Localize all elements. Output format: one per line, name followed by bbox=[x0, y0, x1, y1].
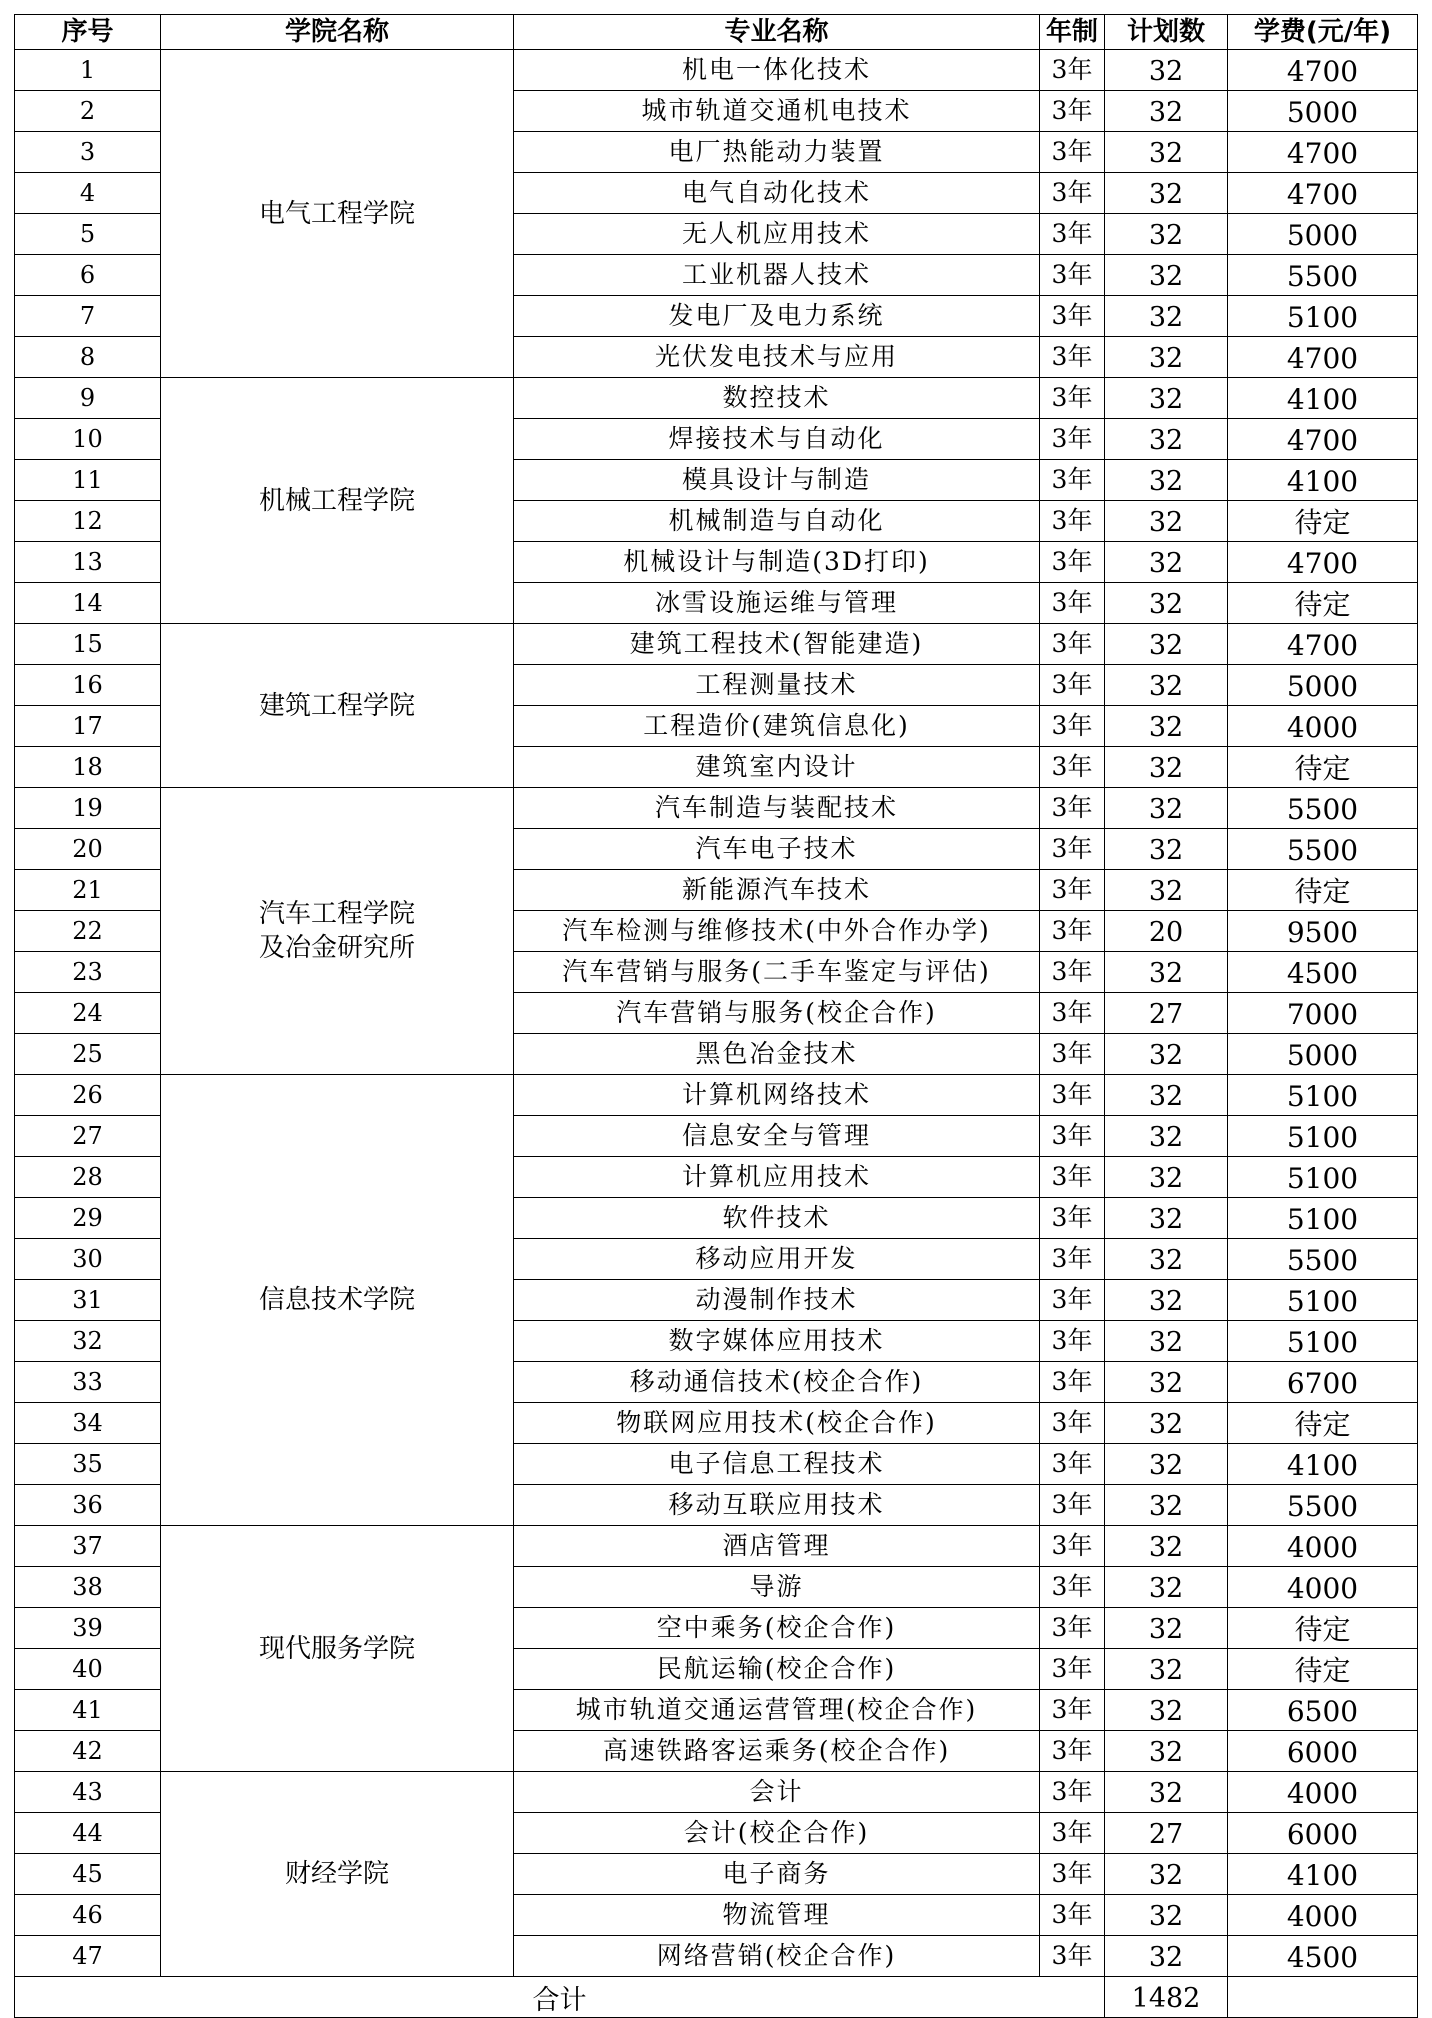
plan-count: 32 bbox=[1105, 1198, 1228, 1239]
row-index: 21 bbox=[15, 870, 161, 911]
major-name: 工业机器人技术 bbox=[514, 255, 1040, 296]
header-college: 学院名称 bbox=[161, 15, 514, 50]
plan-count: 32 bbox=[1105, 378, 1228, 419]
plan-count: 32 bbox=[1105, 870, 1228, 911]
major-name: 信息安全与管理 bbox=[514, 1116, 1040, 1157]
college-name-line: 信息技术学院 bbox=[258, 1285, 415, 1315]
tuition-fee: 5100 bbox=[1228, 1075, 1418, 1116]
table-row bbox=[15, 1772, 1418, 1813]
row-index: 28 bbox=[15, 1157, 161, 1198]
tuition-fee: 4000 bbox=[1228, 1895, 1418, 1936]
tuition-fee: 6700 bbox=[1228, 1362, 1418, 1403]
college-name-line: 及冶金研究所 bbox=[258, 933, 415, 963]
major-name: 工程测量技术 bbox=[514, 665, 1040, 706]
college-name bbox=[161, 788, 514, 1075]
program-years: 3年 bbox=[1040, 870, 1105, 911]
major-name: 计算机网络技术 bbox=[514, 1075, 1040, 1116]
plan-count: 32 bbox=[1105, 1567, 1228, 1608]
program-years: 3年 bbox=[1040, 460, 1105, 501]
plan-count: 32 bbox=[1105, 1936, 1228, 1977]
major-name: 酒店管理 bbox=[514, 1526, 1040, 1567]
plan-count: 32 bbox=[1105, 1157, 1228, 1198]
program-years: 3年 bbox=[1040, 1649, 1105, 1690]
row-index: 8 bbox=[15, 337, 161, 378]
program-years: 3年 bbox=[1040, 1321, 1105, 1362]
tuition-fee: 5000 bbox=[1228, 91, 1418, 132]
program-years: 3年 bbox=[1040, 993, 1105, 1034]
major-name: 高速铁路客运乘务(校企合作) bbox=[514, 1731, 1040, 1772]
tuition-fee: 4700 bbox=[1228, 50, 1418, 91]
plan-count: 32 bbox=[1105, 788, 1228, 829]
major-name: 黑色冶金技术 bbox=[514, 1034, 1040, 1075]
table-row bbox=[15, 1526, 1418, 1567]
program-years: 3年 bbox=[1040, 1198, 1105, 1239]
tuition-fee: 4100 bbox=[1228, 460, 1418, 501]
tuition-fee: 4700 bbox=[1228, 132, 1418, 173]
program-years: 3年 bbox=[1040, 1362, 1105, 1403]
row-index: 11 bbox=[15, 460, 161, 501]
tuition-fee: 待定 bbox=[1228, 1403, 1418, 1444]
row-index: 9 bbox=[15, 378, 161, 419]
enrollment-plan-sheet bbox=[14, 14, 1417, 2018]
program-years: 3年 bbox=[1040, 542, 1105, 583]
program-years: 3年 bbox=[1040, 829, 1105, 870]
tuition-fee: 5100 bbox=[1228, 1198, 1418, 1239]
program-years: 3年 bbox=[1040, 1403, 1105, 1444]
tuition-fee: 5500 bbox=[1228, 1239, 1418, 1280]
tuition-fee: 5500 bbox=[1228, 1485, 1418, 1526]
row-index: 25 bbox=[15, 1034, 161, 1075]
plan-count: 32 bbox=[1105, 1239, 1228, 1280]
program-years: 3年 bbox=[1040, 1485, 1105, 1526]
row-index: 10 bbox=[15, 419, 161, 460]
plan-count: 32 bbox=[1105, 1895, 1228, 1936]
plan-count: 32 bbox=[1105, 50, 1228, 91]
major-name: 电气自动化技术 bbox=[514, 173, 1040, 214]
program-years: 3年 bbox=[1040, 1075, 1105, 1116]
plan-count: 32 bbox=[1105, 829, 1228, 870]
program-years: 3年 bbox=[1040, 911, 1105, 952]
tuition-fee: 4000 bbox=[1228, 1567, 1418, 1608]
major-name: 会计(校企合作) bbox=[514, 1813, 1040, 1854]
plan-count: 32 bbox=[1105, 624, 1228, 665]
program-years: 3年 bbox=[1040, 378, 1105, 419]
row-index: 19 bbox=[15, 788, 161, 829]
program-years: 3年 bbox=[1040, 91, 1105, 132]
table-row bbox=[15, 378, 1418, 419]
plan-count: 32 bbox=[1105, 1731, 1228, 1772]
plan-count: 32 bbox=[1105, 501, 1228, 542]
major-name: 汽车制造与装配技术 bbox=[514, 788, 1040, 829]
tuition-fee: 4700 bbox=[1228, 542, 1418, 583]
program-years: 3年 bbox=[1040, 1116, 1105, 1157]
program-years: 3年 bbox=[1040, 665, 1105, 706]
program-years: 3年 bbox=[1040, 952, 1105, 993]
program-years: 3年 bbox=[1040, 706, 1105, 747]
plan-count: 32 bbox=[1105, 1854, 1228, 1895]
plan-count: 32 bbox=[1105, 91, 1228, 132]
college-name bbox=[161, 50, 514, 378]
program-years: 3年 bbox=[1040, 1280, 1105, 1321]
program-years: 3年 bbox=[1040, 1731, 1105, 1772]
program-years: 3年 bbox=[1040, 1444, 1105, 1485]
major-name: 电厂热能动力装置 bbox=[514, 132, 1040, 173]
plan-count: 32 bbox=[1105, 1485, 1228, 1526]
row-index: 41 bbox=[15, 1690, 161, 1731]
plan-count: 32 bbox=[1105, 665, 1228, 706]
major-name: 民航运输(校企合作) bbox=[514, 1649, 1040, 1690]
program-years: 3年 bbox=[1040, 1608, 1105, 1649]
major-name: 机械制造与自动化 bbox=[514, 501, 1040, 542]
tuition-fee: 待定 bbox=[1228, 747, 1418, 788]
major-name: 导游 bbox=[514, 1567, 1040, 1608]
plan-count: 32 bbox=[1105, 747, 1228, 788]
major-name: 汽车营销与服务(校企合作) bbox=[514, 993, 1040, 1034]
table-row bbox=[15, 1075, 1418, 1116]
table-row bbox=[15, 788, 1418, 829]
plan-count: 27 bbox=[1105, 993, 1228, 1034]
plan-count: 32 bbox=[1105, 1608, 1228, 1649]
college-name bbox=[161, 1075, 514, 1526]
major-name: 焊接技术与自动化 bbox=[514, 419, 1040, 460]
college-name-line: 现代服务学院 bbox=[258, 1633, 415, 1664]
row-index: 18 bbox=[15, 747, 161, 788]
table-row bbox=[15, 50, 1418, 91]
major-name: 光伏发电技术与应用 bbox=[514, 337, 1040, 378]
major-name: 建筑室内设计 bbox=[514, 747, 1040, 788]
row-index: 37 bbox=[15, 1526, 161, 1567]
major-name: 电子商务 bbox=[514, 1854, 1040, 1895]
header-plan: 计划数 bbox=[1105, 15, 1228, 50]
plan-count: 32 bbox=[1105, 1772, 1228, 1813]
tuition-fee: 6000 bbox=[1228, 1813, 1418, 1854]
program-years: 3年 bbox=[1040, 50, 1105, 91]
major-name: 建筑工程技术(智能建造) bbox=[514, 624, 1040, 665]
plan-count: 32 bbox=[1105, 460, 1228, 501]
tuition-fee: 4700 bbox=[1228, 173, 1418, 214]
row-index: 23 bbox=[15, 952, 161, 993]
row-index: 32 bbox=[15, 1321, 161, 1362]
major-name: 数字媒体应用技术 bbox=[514, 1321, 1040, 1362]
tuition-fee: 4100 bbox=[1228, 1854, 1418, 1895]
plan-count: 20 bbox=[1105, 911, 1228, 952]
row-index: 39 bbox=[15, 1608, 161, 1649]
college-name-line: 财经学院 bbox=[284, 1859, 389, 1889]
plan-count: 32 bbox=[1105, 1321, 1228, 1362]
row-index: 40 bbox=[15, 1649, 161, 1690]
enrollment-plan-table bbox=[14, 14, 1418, 2018]
tuition-fee: 5100 bbox=[1228, 1116, 1418, 1157]
tuition-fee: 9500 bbox=[1228, 911, 1418, 952]
major-name: 汽车电子技术 bbox=[514, 829, 1040, 870]
row-index: 3 bbox=[15, 132, 161, 173]
row-index: 45 bbox=[15, 1854, 161, 1895]
header-index: 序号 bbox=[15, 15, 161, 50]
row-index: 12 bbox=[15, 501, 161, 542]
row-index: 20 bbox=[15, 829, 161, 870]
row-index: 38 bbox=[15, 1567, 161, 1608]
college-name-line: 建筑工程学院 bbox=[258, 690, 415, 721]
major-name: 工程造价(建筑信息化) bbox=[514, 706, 1040, 747]
tuition-fee: 4000 bbox=[1228, 1772, 1418, 1813]
program-years: 3年 bbox=[1040, 624, 1105, 665]
row-index: 47 bbox=[15, 1936, 161, 1977]
tuition-fee: 4100 bbox=[1228, 378, 1418, 419]
row-index: 27 bbox=[15, 1116, 161, 1157]
major-name: 移动应用开发 bbox=[514, 1239, 1040, 1280]
major-name: 动漫制作技术 bbox=[514, 1280, 1040, 1321]
college-name bbox=[161, 1526, 514, 1772]
program-years: 3年 bbox=[1040, 501, 1105, 542]
plan-count: 32 bbox=[1105, 1649, 1228, 1690]
tuition-fee: 4100 bbox=[1228, 1444, 1418, 1485]
tuition-fee: 5500 bbox=[1228, 788, 1418, 829]
row-index: 43 bbox=[15, 1772, 161, 1813]
row-index: 24 bbox=[15, 993, 161, 1034]
header-major: 专业名称 bbox=[514, 15, 1040, 50]
total-label: 合计 bbox=[15, 1977, 1105, 2018]
major-name: 冰雪设施运维与管理 bbox=[514, 583, 1040, 624]
major-name: 物流管理 bbox=[514, 1895, 1040, 1936]
program-years: 3年 bbox=[1040, 214, 1105, 255]
total-fee-empty bbox=[1228, 1977, 1418, 2018]
major-name: 会计 bbox=[514, 1772, 1040, 1813]
college-name bbox=[161, 1772, 514, 1977]
program-years: 3年 bbox=[1040, 1690, 1105, 1731]
major-name: 发电厂及电力系统 bbox=[514, 296, 1040, 337]
tuition-fee: 待定 bbox=[1228, 1649, 1418, 1690]
tuition-fee: 5500 bbox=[1228, 255, 1418, 296]
program-years: 3年 bbox=[1040, 1936, 1105, 1977]
program-years: 3年 bbox=[1040, 419, 1105, 460]
row-index: 4 bbox=[15, 173, 161, 214]
row-index: 14 bbox=[15, 583, 161, 624]
college-name-line: 电气工程学院 bbox=[258, 198, 415, 229]
row-index: 26 bbox=[15, 1075, 161, 1116]
major-name: 汽车营销与服务(二手车鉴定与评估) bbox=[514, 952, 1040, 993]
plan-count: 32 bbox=[1105, 214, 1228, 255]
major-name: 无人机应用技术 bbox=[514, 214, 1040, 255]
program-years: 3年 bbox=[1040, 788, 1105, 829]
header-fee: 学费(元/年) bbox=[1228, 15, 1418, 50]
row-index: 46 bbox=[15, 1895, 161, 1936]
tuition-fee: 4700 bbox=[1228, 337, 1418, 378]
row-index: 5 bbox=[15, 214, 161, 255]
tuition-fee: 5000 bbox=[1228, 665, 1418, 706]
row-index: 13 bbox=[15, 542, 161, 583]
plan-count: 32 bbox=[1105, 1116, 1228, 1157]
major-name: 城市轨道交通机电技术 bbox=[514, 91, 1040, 132]
tuition-fee: 6500 bbox=[1228, 1690, 1418, 1731]
row-index: 33 bbox=[15, 1362, 161, 1403]
plan-count: 32 bbox=[1105, 1444, 1228, 1485]
row-index: 31 bbox=[15, 1280, 161, 1321]
plan-count: 32 bbox=[1105, 542, 1228, 583]
plan-count: 32 bbox=[1105, 1075, 1228, 1116]
tuition-fee: 待定 bbox=[1228, 501, 1418, 542]
major-name: 电子信息工程技术 bbox=[514, 1444, 1040, 1485]
plan-count: 32 bbox=[1105, 706, 1228, 747]
major-name: 新能源汽车技术 bbox=[514, 870, 1040, 911]
row-index: 30 bbox=[15, 1239, 161, 1280]
plan-count: 32 bbox=[1105, 583, 1228, 624]
major-name: 空中乘务(校企合作) bbox=[514, 1608, 1040, 1649]
tuition-fee: 4000 bbox=[1228, 706, 1418, 747]
tuition-fee: 5100 bbox=[1228, 1280, 1418, 1321]
tuition-fee: 4700 bbox=[1228, 419, 1418, 460]
plan-count: 32 bbox=[1105, 132, 1228, 173]
program-years: 3年 bbox=[1040, 337, 1105, 378]
college-name-line: 汽车工程学院 bbox=[258, 899, 415, 929]
major-name: 物联网应用技术(校企合作) bbox=[514, 1403, 1040, 1444]
program-years: 3年 bbox=[1040, 1895, 1105, 1936]
major-name: 机械设计与制造(3D打印) bbox=[514, 542, 1040, 583]
row-index: 44 bbox=[15, 1813, 161, 1854]
college-name bbox=[161, 378, 514, 624]
major-name: 城市轨道交通运营管理(校企合作) bbox=[514, 1690, 1040, 1731]
major-name: 模具设计与制造 bbox=[514, 460, 1040, 501]
major-name: 数控技术 bbox=[514, 378, 1040, 419]
major-name: 汽车检测与维修技术(中外合作办学) bbox=[514, 911, 1040, 952]
tuition-fee: 4700 bbox=[1228, 624, 1418, 665]
tuition-fee: 待定 bbox=[1228, 1608, 1418, 1649]
plan-count: 32 bbox=[1105, 173, 1228, 214]
row-index: 6 bbox=[15, 255, 161, 296]
row-index: 17 bbox=[15, 706, 161, 747]
plan-count: 32 bbox=[1105, 419, 1228, 460]
plan-count: 32 bbox=[1105, 296, 1228, 337]
tuition-fee: 待定 bbox=[1228, 870, 1418, 911]
major-name: 软件技术 bbox=[514, 1198, 1040, 1239]
total-plan: 1482 bbox=[1105, 1977, 1228, 2018]
tuition-fee: 6000 bbox=[1228, 1731, 1418, 1772]
plan-count: 32 bbox=[1105, 1526, 1228, 1567]
tuition-fee: 5000 bbox=[1228, 214, 1418, 255]
table-row bbox=[15, 624, 1418, 665]
row-index: 29 bbox=[15, 1198, 161, 1239]
program-years: 3年 bbox=[1040, 1239, 1105, 1280]
plan-count: 32 bbox=[1105, 1690, 1228, 1731]
row-index: 7 bbox=[15, 296, 161, 337]
plan-count: 32 bbox=[1105, 1403, 1228, 1444]
plan-count: 32 bbox=[1105, 1362, 1228, 1403]
plan-count: 32 bbox=[1105, 255, 1228, 296]
program-years: 3年 bbox=[1040, 1526, 1105, 1567]
plan-count: 32 bbox=[1105, 952, 1228, 993]
major-name: 计算机应用技术 bbox=[514, 1157, 1040, 1198]
row-index: 2 bbox=[15, 91, 161, 132]
plan-count: 32 bbox=[1105, 1034, 1228, 1075]
program-years: 3年 bbox=[1040, 296, 1105, 337]
college-name-line: 机械工程学院 bbox=[258, 485, 415, 516]
tuition-fee: 4500 bbox=[1228, 952, 1418, 993]
college-name bbox=[161, 624, 514, 788]
row-index: 1 bbox=[15, 50, 161, 91]
tuition-fee: 5500 bbox=[1228, 829, 1418, 870]
row-index: 42 bbox=[15, 1731, 161, 1772]
major-name: 移动通信技术(校企合作) bbox=[514, 1362, 1040, 1403]
major-name: 网络营销(校企合作) bbox=[514, 1936, 1040, 1977]
plan-count: 32 bbox=[1105, 1280, 1228, 1321]
plan-count: 27 bbox=[1105, 1813, 1228, 1854]
tuition-fee: 5100 bbox=[1228, 296, 1418, 337]
program-years: 3年 bbox=[1040, 1813, 1105, 1854]
major-name: 机电一体化技术 bbox=[514, 50, 1040, 91]
tuition-fee: 5100 bbox=[1228, 1321, 1418, 1362]
program-years: 3年 bbox=[1040, 255, 1105, 296]
program-years: 3年 bbox=[1040, 1157, 1105, 1198]
row-index: 35 bbox=[15, 1444, 161, 1485]
row-index: 15 bbox=[15, 624, 161, 665]
row-index: 22 bbox=[15, 911, 161, 952]
tuition-fee: 5000 bbox=[1228, 1034, 1418, 1075]
program-years: 3年 bbox=[1040, 1567, 1105, 1608]
tuition-fee: 待定 bbox=[1228, 583, 1418, 624]
row-index: 16 bbox=[15, 665, 161, 706]
program-years: 3年 bbox=[1040, 747, 1105, 788]
program-years: 3年 bbox=[1040, 583, 1105, 624]
tuition-fee: 7000 bbox=[1228, 993, 1418, 1034]
row-index: 36 bbox=[15, 1485, 161, 1526]
plan-count: 32 bbox=[1105, 337, 1228, 378]
header-row bbox=[15, 15, 1418, 50]
total-row bbox=[15, 1977, 1418, 2018]
major-name: 移动互联应用技术 bbox=[514, 1485, 1040, 1526]
table-body bbox=[15, 50, 1418, 1977]
program-years: 3年 bbox=[1040, 173, 1105, 214]
tuition-fee: 5100 bbox=[1228, 1157, 1418, 1198]
program-years: 3年 bbox=[1040, 132, 1105, 173]
tuition-fee: 4000 bbox=[1228, 1526, 1418, 1567]
program-years: 3年 bbox=[1040, 1034, 1105, 1075]
header-years: 年制 bbox=[1040, 15, 1105, 50]
program-years: 3年 bbox=[1040, 1772, 1105, 1813]
tuition-fee: 4500 bbox=[1228, 1936, 1418, 1977]
program-years: 3年 bbox=[1040, 1854, 1105, 1895]
row-index: 34 bbox=[15, 1403, 161, 1444]
